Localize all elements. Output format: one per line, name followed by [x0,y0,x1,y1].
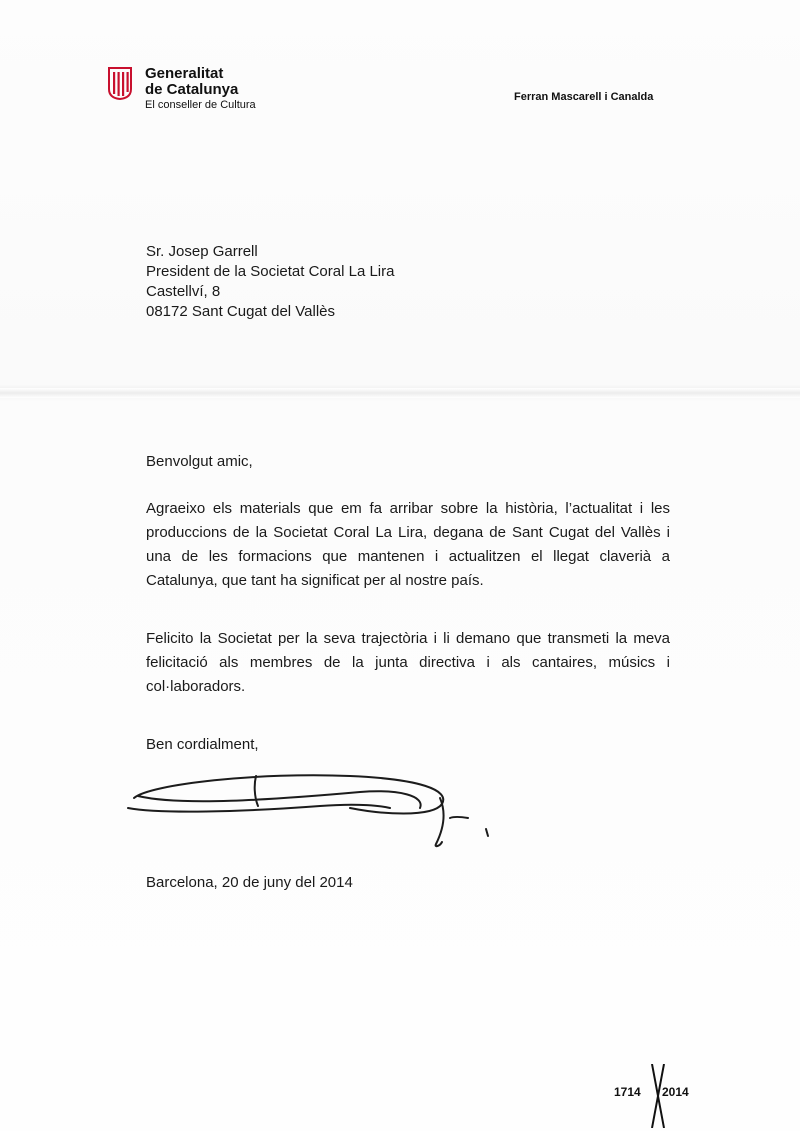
senyera-icon [107,67,133,100]
closing: Ben cordialment, [146,736,259,753]
recipient-city: 08172 Sant Cugat del Vallès [146,303,336,320]
org-name-line1: Generalitat [145,65,224,82]
org-name-line2: de Catalunya [145,81,239,98]
signature [120,762,500,854]
year-2014: 2014 [662,1085,689,1099]
tricentenari-logo [614,1064,704,1128]
org-logo-text [145,66,256,112]
recipient-street: Castellví, 8 [146,283,221,300]
letter-paragraph-1: Agraeixo els materials que em fa arribar sobre la història, l’actualitat i les produccions de la Societat Coral La Lira, degana de Sant Cugat del Vallès i una de les formacions que mantenen i actualitzen el llegat claverià a Catalunya, que tant ha significat per al nostre país. [146,500,670,589]
year-1714: 1714 [614,1085,641,1099]
paper-fold [0,388,800,398]
date-line: Barcelona, 20 de juny del 2014 [146,874,353,891]
recipient-name: Sr. Josep Garrell [146,243,258,260]
salutation: Benvolgut amic, [146,453,253,470]
sender-name: Ferran Mascarell i Canalda [514,91,654,103]
letter-paragraph-2: Felicito la Societat per la seva trajectòria i li demano que transmeti la meva felicitació als membres de la junta directiva i als cantaires, músics i col·laboradors. [146,630,670,695]
org-department: El conseller de Cultura [145,99,256,111]
recipient-address [146,242,394,322]
recipient-title: President de la Societat Coral La Lira [146,263,395,280]
